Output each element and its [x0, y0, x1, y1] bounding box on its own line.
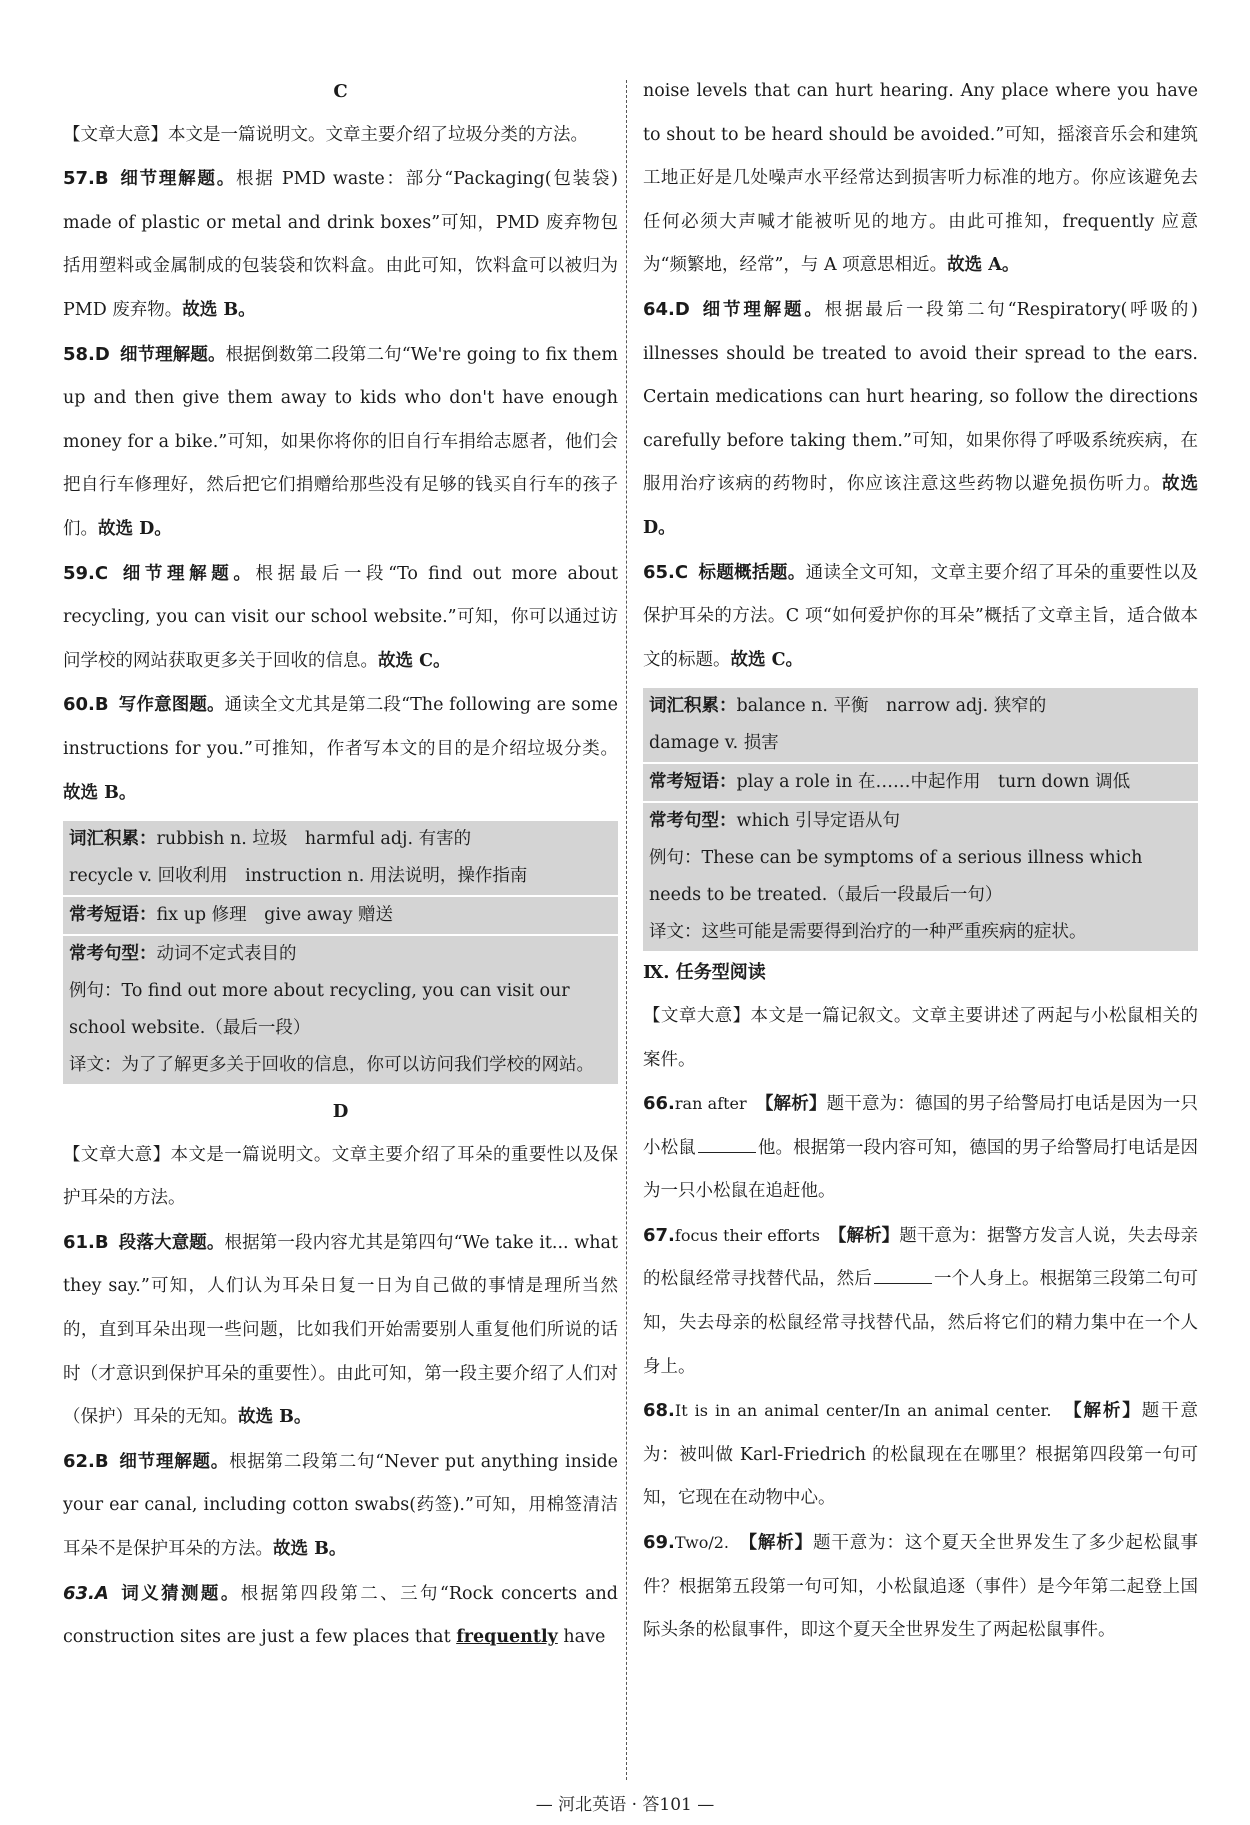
left-column — [63, 70, 618, 1660]
answer-blank — [874, 1263, 932, 1284]
page-footer: — 河北英语 · 答101 — — [535, 1795, 715, 1815]
vocab-label: 词汇积累： — [69, 829, 157, 850]
phrase-box — [63, 897, 618, 934]
translation: 译文：这些可能是需要得到治疗的一种严重疾病的症状。 — [649, 922, 1087, 943]
answer-choice: 故选 C。 — [730, 649, 804, 670]
question-number: 62.B — [63, 1450, 109, 1472]
vocab-box — [63, 821, 618, 895]
sentence-box — [63, 936, 618, 1084]
question-67 — [643, 1214, 1198, 1389]
explanation: have — [557, 1627, 606, 1648]
example-sentence: 例句：These can be symptoms of a serious illness which needs to be treated.（最后一段最后一句） — [649, 848, 1143, 906]
vocab-line: balance n. 平衡 narrow adj. 狭窄的 — [736, 696, 1047, 717]
question-62 — [63, 1440, 618, 1572]
explanation: 根据第四段第二、三句“Rock concerts and construction sites are just a few places that — [63, 1583, 618, 1648]
question-number: 69. — [643, 1532, 675, 1554]
question-number: 63.A — [63, 1582, 109, 1604]
question-60 — [63, 683, 618, 815]
question-58 — [63, 333, 618, 552]
question-number: 59.C — [63, 562, 109, 584]
question-59 — [63, 552, 618, 684]
section-d-heading: D — [332, 1101, 349, 1123]
answer-choice: 故选 C。 — [378, 650, 451, 671]
vocab-line: recycle v. 回收利用 instruction n. 用法说明，操作指南 — [69, 866, 528, 887]
explanation: 题干意为：德国的男子给警局打电话是因为一只小松鼠 — [643, 1094, 1198, 1158]
sentence-pattern: which 引导定语从句 — [736, 811, 900, 832]
explanation: 通读全文可知，文章主要介绍了耳朵的重要性以及保护耳朵的方法。C 项“如何爱护你的耳朵”概括了文章主旨，适合做本文的标题。 — [643, 562, 1199, 670]
answer-choice: 故选 B。 — [63, 782, 137, 803]
answer-text: focus their efforts — [674, 1225, 820, 1245]
phrase-label: 常考短语： — [69, 905, 157, 926]
phrase-box — [643, 764, 1198, 801]
question-type: 标题概括题。 — [698, 562, 806, 583]
question-68 — [643, 1389, 1198, 1521]
analysis-label: 【解析】 — [837, 1225, 900, 1246]
question-69 — [643, 1521, 1198, 1653]
question-number: 58.D — [63, 343, 110, 365]
question-number: 66. — [643, 1093, 675, 1115]
question-type: 细节理解题。 — [699, 299, 825, 320]
question-number: 60.B — [63, 694, 109, 716]
section-c-heading: C — [333, 81, 348, 102]
question-number: 67. — [643, 1224, 675, 1246]
section-d-summary: 【文章大意】本文是一篇说明文。文章主要介绍了耳朵的重要性以及保护耳朵的方法。 — [63, 1144, 618, 1209]
question-type: 细节理解题。 — [118, 169, 236, 190]
explanation: 根据 PMD waste：部分“Packaging(包装袋) made of plastic or metal and drink boxes”可知，PMD 废弃物包括用塑料或金属制成的包装袋和饮料盒。由此可知，饮料盒可以被归为 PMD 废弃物。 — [63, 169, 618, 320]
target-word: frequently — [456, 1627, 558, 1648]
answer-choice: 故选 D。 — [98, 518, 172, 539]
sentence-label: 常考句型： — [69, 944, 157, 965]
sentence-box — [643, 803, 1198, 951]
question-type: 词义猜测题。 — [118, 1583, 241, 1604]
question-number: 65.C — [643, 561, 689, 583]
question-number: 61.B — [63, 1231, 109, 1253]
question-63 — [63, 1572, 618, 1660]
sentence-label: 常考句型： — [649, 811, 737, 832]
vocab-line: damage v. 损害 — [649, 733, 779, 754]
question-57 — [63, 157, 618, 332]
answer-blank — [698, 1132, 756, 1153]
sentence-pattern: 动词不定式表目的 — [156, 944, 297, 965]
question-65 — [643, 551, 1198, 683]
question-type: 细节理解题。 — [118, 1451, 230, 1472]
phrase-text: play a role in 在……中起作用 turn down 调低 — [736, 772, 1131, 793]
answer-text: ran after — [674, 1094, 747, 1114]
vocab-label: 词汇积累： — [649, 696, 737, 717]
explanation: 根据最后一段“To find out more about recycling, you can visit our school website.”可知，你可以通过访问学校的网站获取更多关于回收的信息。 — [63, 563, 619, 671]
analysis-label: 【解析】 — [764, 1094, 827, 1115]
explanation: 一个人身上。根据第三段第二句可知，失去母亲的松鼠经常寻找替代品，然后将它们的精力集中在一个人身上。 — [643, 1269, 1199, 1377]
analysis-label: 【解析】 — [1072, 1401, 1142, 1422]
right-column — [643, 70, 1198, 1653]
question-type: 写作意图题。 — [118, 695, 225, 716]
example-sentence: 例句：To find out more about recycling, you can visit our school website.（最后一段） — [69, 981, 570, 1039]
explanation: noise levels that can hurt hearing. Any place where you have to shout to be heard should be avoided.”可知，摇滚音乐会和建筑工地正好是几处噪声水平经常达到损害听力标准的地方。你应该避免去任何必须大声喊才能被听见的地方。由此可推知，frequently 应意为“频繁地，经常”，与 A 项意思相近。 — [643, 81, 1198, 276]
explanation: 根据第一段内容尤其是第四句“We take it... what they say.”可知，人们认为耳朵日复一日为自己做的事情是理所当然的，直到耳朵出现一些问题，比如我们开始需要别人重复他们所说的话时（才意识到保护耳朵的重要性）。由此可知，第一段主要介绍了人们对（保护）耳朵的无知。 — [63, 1232, 618, 1428]
explanation: 根据倒数第二段第二句“We're going to fix them up and then give them away to kids who don't have enough money for a bike.”可知，如果你将你的旧自行车捐给志愿者，他们会把自行车修理好，然后把它们捐赠给那些没有足够的钱买自行车的孩子们。 — [63, 344, 618, 539]
question-type: 细节理解题。 — [118, 563, 256, 584]
vocab-box — [643, 688, 1198, 762]
question-type: 段落大意题。 — [118, 1232, 225, 1253]
explanation: 题干意为：据警方发言人说，失去母亲的松鼠经常寻找替代品，然后 — [643, 1225, 1199, 1290]
question-63-continued — [643, 70, 1198, 288]
answer-choice: 故选 A。 — [947, 255, 1020, 276]
phrase-text: fix up 修理 give away 赠送 — [156, 905, 394, 926]
translation: 译文：为了了解更多关于回收的信息，你可以访问我们学校的网站。 — [69, 1055, 594, 1076]
explanation: 题干意为：被叫做 Karl-Friedrich 的松鼠现在在哪里？根据第四段第一句可知，它现在在动物中心。 — [643, 1401, 1198, 1509]
question-number: 57.B — [63, 168, 109, 190]
answer-text: It is in an animal center/In an animal center. — [674, 1401, 1052, 1421]
section-9-heading: Ⅸ. 任务型阅读 — [643, 962, 766, 984]
section-c-summary: 【文章大意】本文是一篇说明文。文章主要介绍了垃圾分类的方法。 — [63, 124, 588, 145]
question-number: 64.D — [643, 298, 690, 320]
explanation: 根据第二段第二句“Never put anything inside your ear canal, including cotton swabs(药签).”可知，用棉签清洁耳朵不是保护耳朵的方法。 — [63, 1451, 619, 1560]
question-66 — [643, 1082, 1198, 1214]
explanation: 通读全文尤其是第二段“The following are some instructions for you.”可推知，作者写本文的目的是介绍垃圾分类。 — [63, 695, 618, 759]
answer-choice: 故选 B。 — [182, 299, 256, 320]
explanation: 他。根据第一段内容可知，德国的男子给警局打电话是因为一只小松鼠在追赶他。 — [643, 1137, 1199, 1202]
section-9-summary: 【文章大意】本文是一篇记叙文。文章主要讲述了两起与小松鼠相关的案件。 — [643, 1005, 1198, 1070]
explanation: 根据最后一段第二句“Respiratory(呼吸的) illnesses should be treated to avoid their spread to the ears. Certain medications can hurt hearing, so follow the directions carefully before taking them.”可知，如果你得了呼吸系统疾病，在服用治疗该病的药物时，你应该注意这些药物以避免损伤听力。 — [643, 299, 1198, 495]
question-type: 细节理解题。 — [119, 344, 226, 365]
column-divider — [626, 80, 627, 1780]
answer-choice: 故选 D。 — [643, 474, 1199, 538]
phrase-label: 常考短语： — [649, 772, 737, 793]
question-61 — [63, 1221, 618, 1440]
answer-choice: 故选 B。 — [238, 1407, 312, 1428]
vocab-line: rubbish n. 垃圾 harmful adj. 有害的 — [156, 829, 472, 850]
explanation: 题干意为：这个夏天全世界发生了多少起松鼠事件？根据第五段第一句可知，小松鼠追逐（事件）是今年第二起登上国际头条的松鼠事件，即这个夏天全世界发生了两起松鼠事件。 — [643, 1533, 1199, 1641]
answer-choice: 故选 B。 — [273, 1539, 347, 1560]
question-number: 68. — [643, 1400, 675, 1422]
question-64 — [643, 288, 1198, 551]
analysis-label: 【解析】 — [748, 1533, 814, 1554]
answer-text: Two/2. — [674, 1533, 729, 1553]
